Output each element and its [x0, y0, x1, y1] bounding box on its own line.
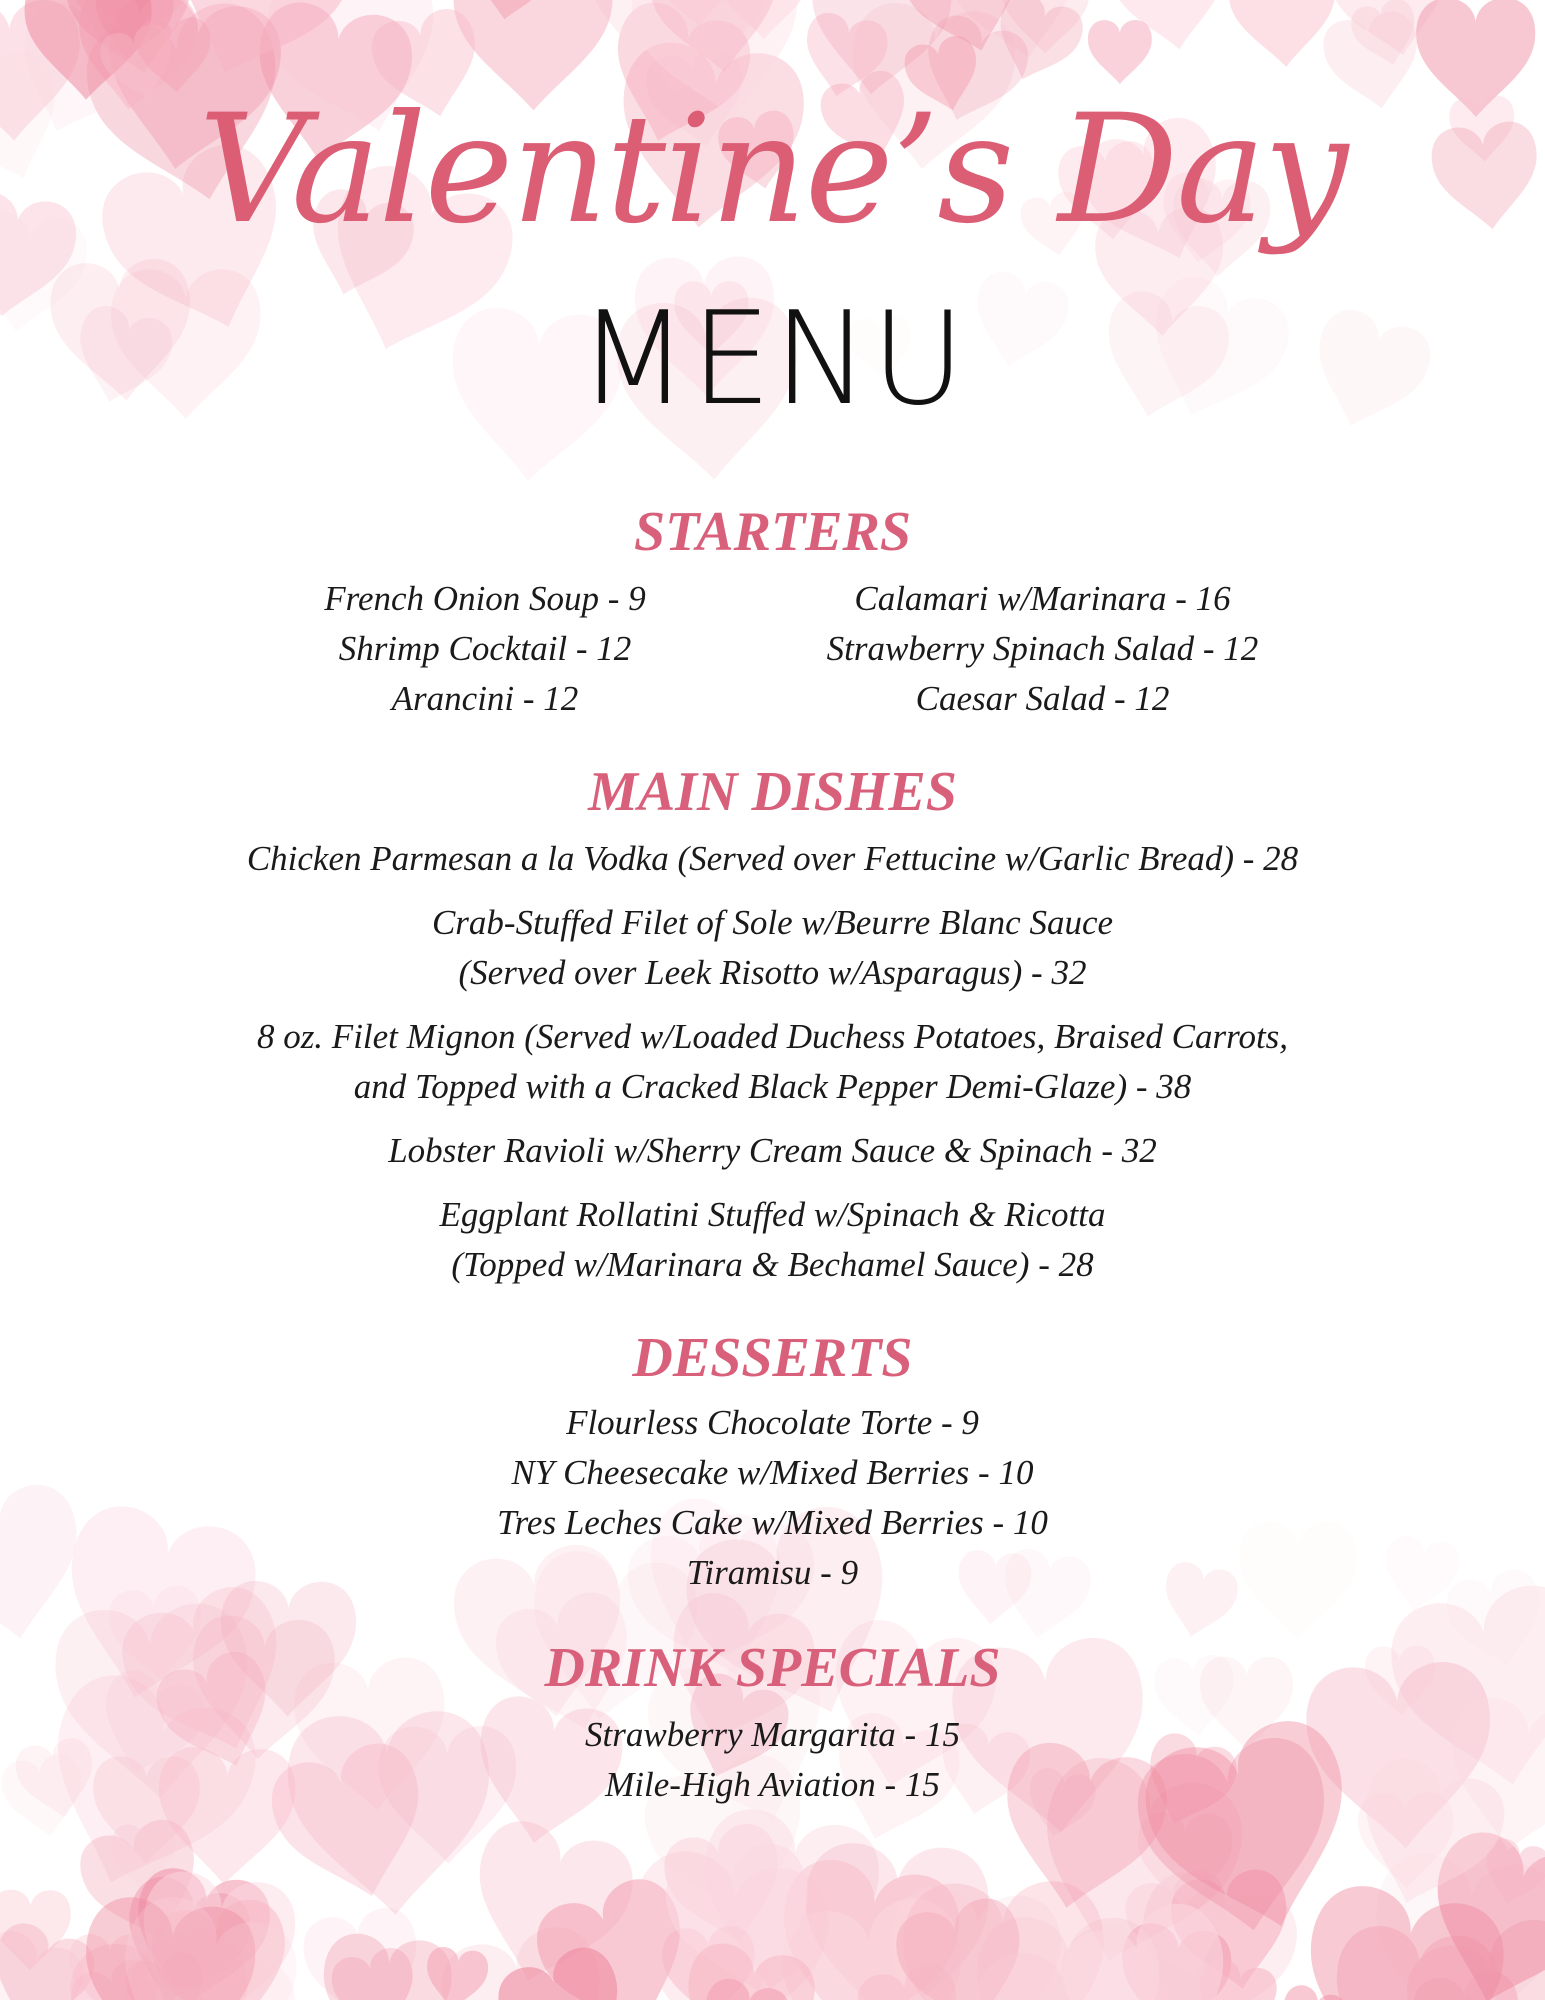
main-dish-item: Crab-Stuffed Filet of Sole w/Beurre Blanc Sauce [431, 903, 1114, 942]
main-dish-item: Lobster Ravioli w/Sherry Cream Sauce & Spinach - 32 [388, 1131, 1157, 1170]
starter-item: Shrimp Cocktail - 12 [338, 629, 632, 668]
starter-item: Strawberry Spinach Salad - 12 [826, 629, 1259, 668]
drink-item: Mile-High Aviation - 15 [605, 1765, 940, 1804]
main-dish-item-line: (Served over Leek Risotto w/Asparagus) - 32 [458, 953, 1087, 992]
main-dish-item-line: (Topped w/Marinara & Bechamel Sauce) - 28 [451, 1245, 1094, 1284]
main-dish-item: 8 oz. Filet Mignon (Served w/Loaded Duchess Potatoes, Braised Carrots, [256, 1017, 1289, 1056]
main-dishes-heading: MAIN DISHES [588, 761, 957, 823]
title-menu: MENU [578, 285, 967, 434]
dessert-item: Flourless Chocolate Torte - 9 [566, 1403, 979, 1442]
main-dish-item-line: and Topped with a Cracked Black Pepper Demi-Glaze) - 38 [353, 1067, 1192, 1106]
starter-item: Arancini - 12 [391, 679, 579, 718]
drink-item: Strawberry Margarita - 15 [585, 1715, 960, 1754]
dessert-item: NY Cheesecake w/Mixed Berries - 10 [511, 1453, 1034, 1492]
dessert-item: Tres Leches Cake w/Mixed Berries - 10 [497, 1503, 1048, 1542]
desserts-heading: DESSERTS [632, 1327, 913, 1389]
drink-specials-heading: DRINK SPECIALS [544, 1637, 1001, 1699]
starter-item: Caesar Salad - 12 [915, 679, 1170, 718]
starters-heading: STARTERS [633, 501, 912, 563]
starter-item: Calamari w/Marinara - 16 [854, 579, 1231, 618]
dessert-item: Tiramisu - 9 [686, 1553, 859, 1592]
starter-item: French Onion Soup - 9 [324, 579, 646, 618]
title-valentines-day: Valentine’s Day [198, 83, 1347, 257]
main-dish-item: Eggplant Rollatini Stuffed w/Spinach & Ricotta [439, 1195, 1106, 1234]
main-dish-item: Chicken Parmesan a la Vodka (Served over Fettucine w/Garlic Bread) - 28 [246, 839, 1299, 878]
